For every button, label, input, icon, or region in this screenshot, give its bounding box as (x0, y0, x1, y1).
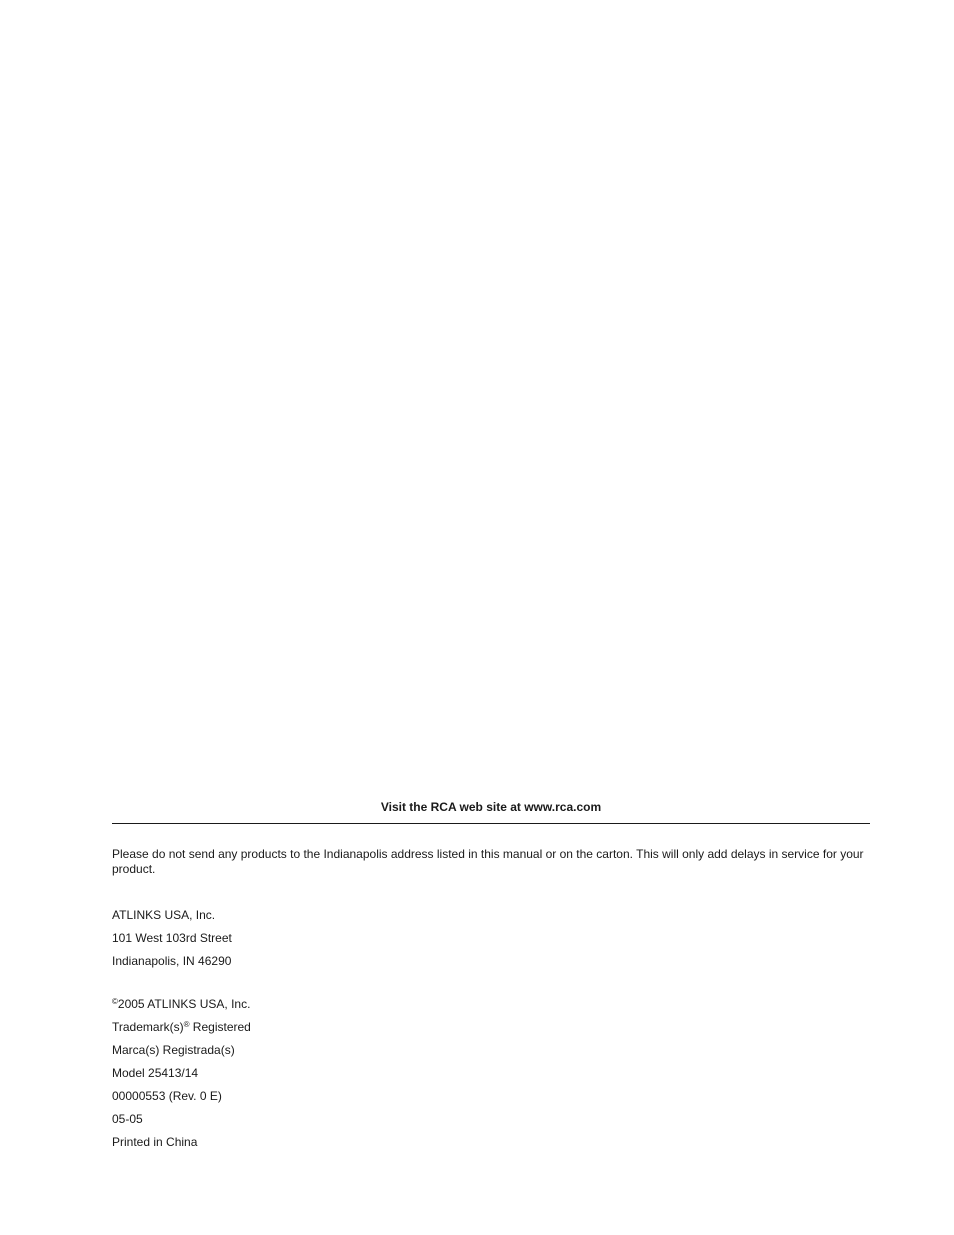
printed-in: Printed in China (112, 1135, 198, 1149)
part-number: 00000553 (Rev. 0 E) (112, 1089, 222, 1103)
website-line: Visit the RCA web site at www.rca.com (380, 800, 602, 814)
horizontal-divider (112, 823, 870, 824)
trademark-prefix: Trademark(s) (112, 1020, 184, 1034)
back-cover-footer (112, 798, 870, 1158)
company-name: ATLINKS USA, Inc. (112, 908, 216, 922)
date-code: 05-05 (112, 1112, 143, 1126)
trademark-suffix: Registered (189, 1020, 251, 1034)
copyright-symbol: © (112, 997, 118, 1006)
marca-line: Marca(s) Registrada(s) (112, 1043, 235, 1057)
model-number: Model 25413/14 (112, 1066, 199, 1080)
trademark-line (112, 1020, 870, 1043)
city-state-zip: Indianapolis, IN 46290 (112, 954, 232, 968)
registered-symbol: ® (183, 1020, 190, 1029)
copyright-line (112, 997, 870, 1020)
shipping-notice: Please do not send any products to the Indianapolis address listed in this manual or on the carton. This will only add delays in service for your product. (112, 847, 864, 876)
copyright-text: 2005 ATLINKS USA, Inc. (117, 997, 251, 1011)
street-address: 101 West 103rd Street (112, 931, 232, 945)
company-address (112, 908, 870, 977)
legal-info (112, 997, 870, 1158)
